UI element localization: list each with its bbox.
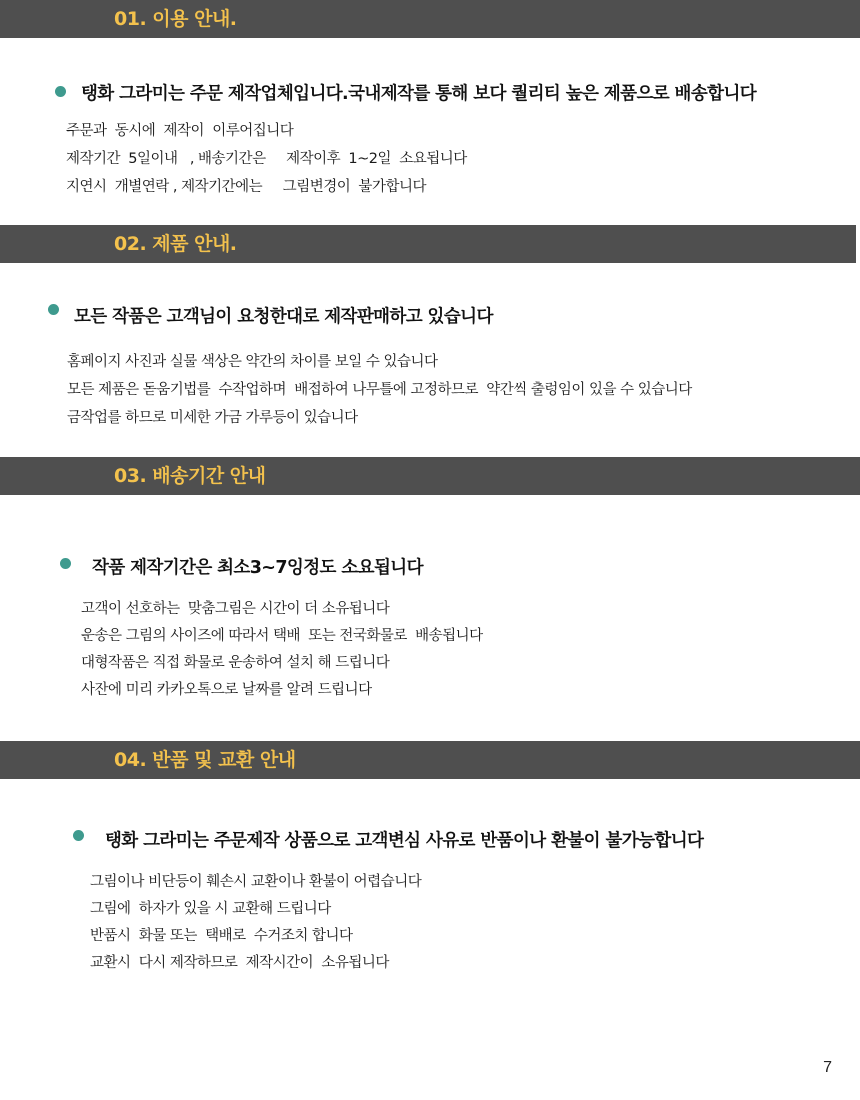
section-2-line-1: 홈페이지 사진과 실물 색상은 약간의 차이를 보일 수 있습니다 xyxy=(67,354,438,370)
section-2-bullet-icon xyxy=(48,304,59,315)
section-4-line-1: 그림이나 비단등이 훼손시 교환이나 환불이 어렵습니다 xyxy=(90,874,422,890)
section-1-bullet-icon xyxy=(55,86,66,97)
section-4-line-3: 반품시 화물 또는 택배로 수거조치 합니다 xyxy=(90,928,353,944)
section-4-line-4: 교환시 다시 제작하므로 제작시간이 소유됩니다 xyxy=(90,955,389,971)
section-2-header-bar xyxy=(0,225,856,263)
section-1-header-bar xyxy=(0,0,860,38)
section-1-line-1: 주문과 동시에 제작이 이루어집니다 xyxy=(66,123,294,139)
section-3-line-1: 고객이 선호하는 맞춤그림은 시간이 더 소유됩니다 xyxy=(81,601,390,617)
section-3-line-2: 운송은 그림의 사이즈에 따라서 택배 또는 전국화물로 배송됩니다 xyxy=(81,628,483,644)
section-1-headline: 탱화 그라미는 주문 제작업체입니다.국내제작를 통해 보다 퀄리티 높은 제품으로 배송합니다 xyxy=(81,84,757,104)
section-3-title: 03. 배송기간 안내 xyxy=(114,465,266,487)
section-3-line-4: 사잔에 미리 카카오톡으로 날짜를 알려 드립니다 xyxy=(81,682,372,698)
section-2-line-2: 모든 제품은 돋움기법를 수작업하며 배접하여 나무틀에 고정하므로 약간씩 출렁임이 있을 수 있습니다 xyxy=(67,382,692,398)
section-3-header-bar xyxy=(0,457,860,495)
section-3-bullet-icon xyxy=(60,558,71,569)
section-2-line-3: 금작업를 하므로 미세한 가금 가루등이 있습니다 xyxy=(67,410,358,426)
section-4-headline: 탱화 그라미는 주문제작 상품으로 고객변심 사유로 반품이나 환불이 불가능합니다 xyxy=(105,831,704,851)
section-3-line-3: 대형작품은 직접 화물로 운송하여 설치 해 드립니다 xyxy=(81,655,390,671)
section-2-headline: 모든 작품은 고객님이 요청한대로 제작판매하고 있습니다 xyxy=(74,307,493,327)
section-2-title: 02. 제품 안내. xyxy=(114,233,237,255)
section-4-bullet-icon xyxy=(73,830,84,841)
section-1-title: 01. 이용 안내. xyxy=(114,8,237,30)
section-4-header-bar xyxy=(0,741,860,779)
section-1-line-3: 지연시 개별연락 , 제작기간에는 그림변경이 불가합니다 xyxy=(66,179,426,195)
page-number: 7 xyxy=(823,1059,832,1076)
section-4-line-2: 그림에 하자가 있을 시 교환해 드립니다 xyxy=(90,901,331,917)
section-3-headline: 작품 제작기간은 최소3~7잉정도 소요됩니다 xyxy=(92,558,423,578)
section-1-line-2: 제작기간 5일이내 , 배송기간은 제작이후 1~2일 소요됩니다 xyxy=(66,151,467,167)
section-4-title: 04. 반품 및 교환 안내 xyxy=(114,749,296,771)
